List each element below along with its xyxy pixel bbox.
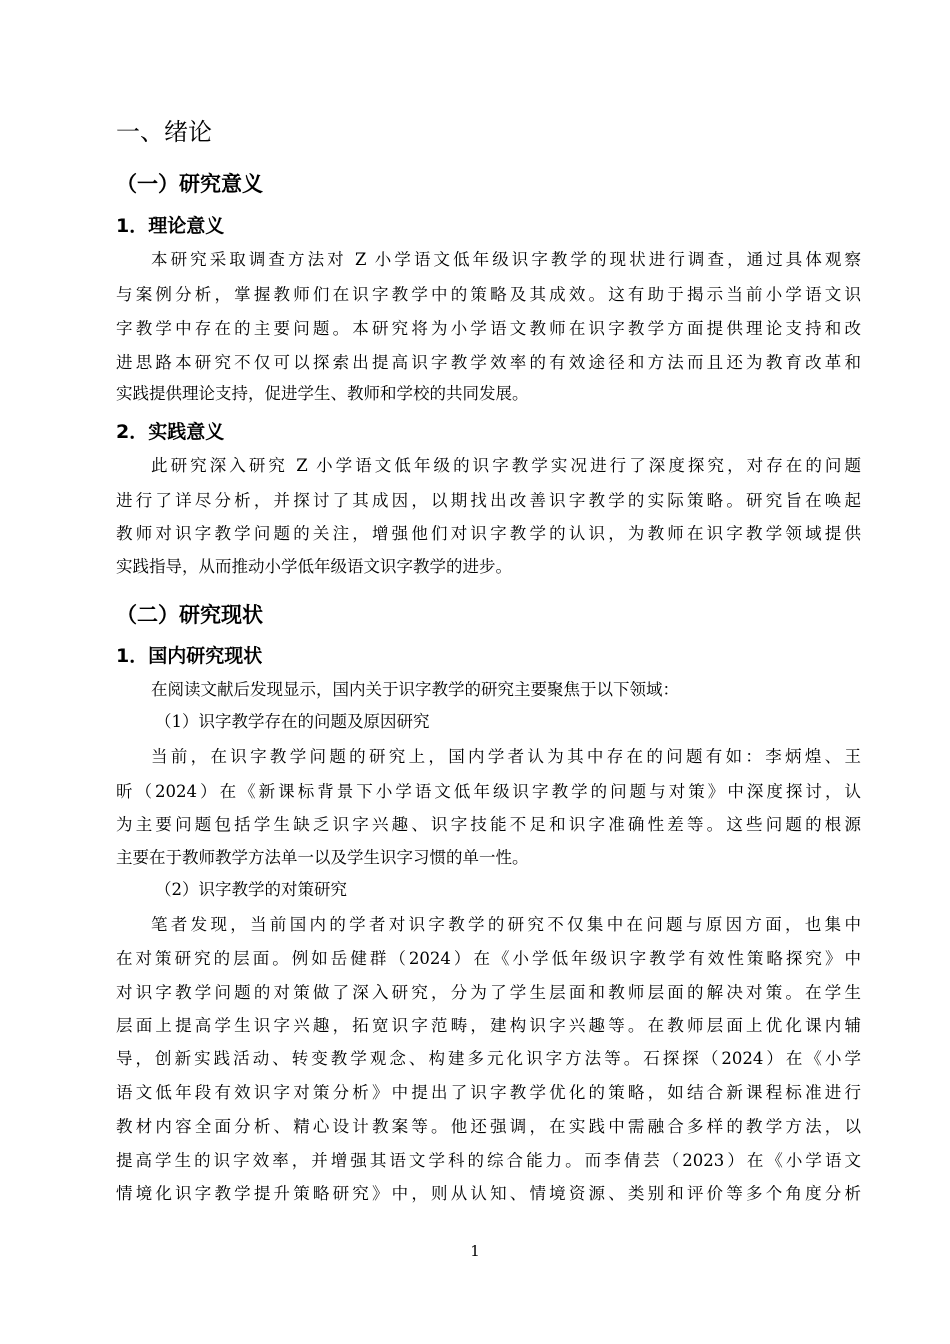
- paragraph-line: 提高学生的识字效率，并增强其语文学科的综合能力。而李倩芸（2023）在《小学语文: [116, 1151, 861, 1170]
- paragraph-line: 为主要问题包括学生缺乏识字兴趣、识字技能不足和识字准确性差等。这些问题的根源: [116, 815, 861, 834]
- chapter-heading: 一、绪论: [116, 118, 212, 146]
- paragraph-line: 进行了详尽分析，并探讨了其成因，以期找出改善识字教学的实际策略。研究旨在唤起: [116, 491, 861, 510]
- paragraph-line: 昕（2024）在《新课标背景下小学语文低年级识字教学的问题与对策》中深度探讨，认: [116, 782, 861, 801]
- section-heading-research-status: （二）研究现状: [116, 603, 263, 627]
- paragraph-line: 此研究深入研究 Z 小学语文低年级的识字教学实况进行了深度探究，对存在的问题: [151, 456, 861, 475]
- paragraph-line: 在阅读文献后发现显示，国内关于识字教学的研究主要聚焦于以下领域：: [151, 680, 679, 699]
- paragraph-line: 主要在于教师教学方法单一以及学生识字习惯的单一性。: [116, 848, 529, 867]
- subsection-heading-theoretical: 1．理论意义: [116, 215, 225, 237]
- paragraph-line: 本研究采取调查方法对 Z 小学语文低年级识字教学的现状进行调查，通过具体观察: [151, 250, 861, 269]
- list-item-title: （2）识字教学的对策研究: [155, 880, 347, 899]
- paragraph-line: 与案例分析，掌握教师们在识字教学中的策略及其成效。这有助于揭示当前小学语文识: [116, 285, 861, 304]
- subsection-heading-practical: 2．实践意义: [116, 421, 225, 443]
- paragraph-line: 实践指导，从而推动小学低年级语文识字教学的进步。: [116, 557, 512, 576]
- page-number: 1: [470, 1242, 480, 1260]
- paragraph-line: 在对策研究的层面。例如岳健群（2024）在《小学低年级识字教学有效性策略探究》中: [116, 949, 861, 968]
- paragraph-line: 笔者发现，当前国内的学者对识字教学的研究不仅集中在问题与原因方面，也集中: [151, 915, 861, 934]
- section-heading-research-significance: （一）研究意义: [116, 172, 263, 196]
- paragraph-line: 层面上提高学生识字兴趣，拓宽识字范畴，建构识字兴趣等。在教师层面上优化课内辅: [116, 1016, 861, 1035]
- paragraph-line: 实践提供理论支持，促进学生、教师和学校的共同发展。: [116, 384, 529, 403]
- paragraph-line: 教师对识字教学问题的关注，增强他们对识字教学的认识，为教师在识字教学领域提供: [116, 524, 861, 543]
- paragraph-line: 进思路本研究不仅可以探索出提高识字教学效率的有效途径和方法而且还为教育改革和: [116, 353, 861, 372]
- paragraph-line: 对识字教学问题的对策做了深入研究，分为了学生层面和教师层面的解决对策。在学生: [116, 983, 861, 1002]
- paragraph-line: 导，创新实践活动、转变教学观念、构建多元化识字方法等。石探探（2024）在《小学: [116, 1049, 861, 1068]
- paragraph-line: 语文低年段有效识字对策分析》中提出了识字教学优化的策略，如结合新课程标准进行: [116, 1083, 861, 1102]
- list-item-title: （1）识字教学存在的问题及原因研究: [155, 712, 430, 731]
- paragraph-line: 情境化识字教学提升策略研究》中，则从认知、情境资源、类别和评价等多个角度分析: [116, 1184, 861, 1203]
- paragraph-line: 教材内容全面分析、精心设计教案等。他还强调，在实践中需融合多样的教学方法，以: [116, 1117, 861, 1136]
- paragraph-line: 字教学中存在的主要问题。本研究将为小学语文教师在识字教学方面提供理论支持和改: [116, 319, 861, 338]
- paragraph-line: 当前，在识字教学问题的研究上，国内学者认为其中存在的问题有如：李炳煌、王: [151, 747, 861, 766]
- subsection-heading-domestic: 1．国内研究现状: [116, 645, 263, 667]
